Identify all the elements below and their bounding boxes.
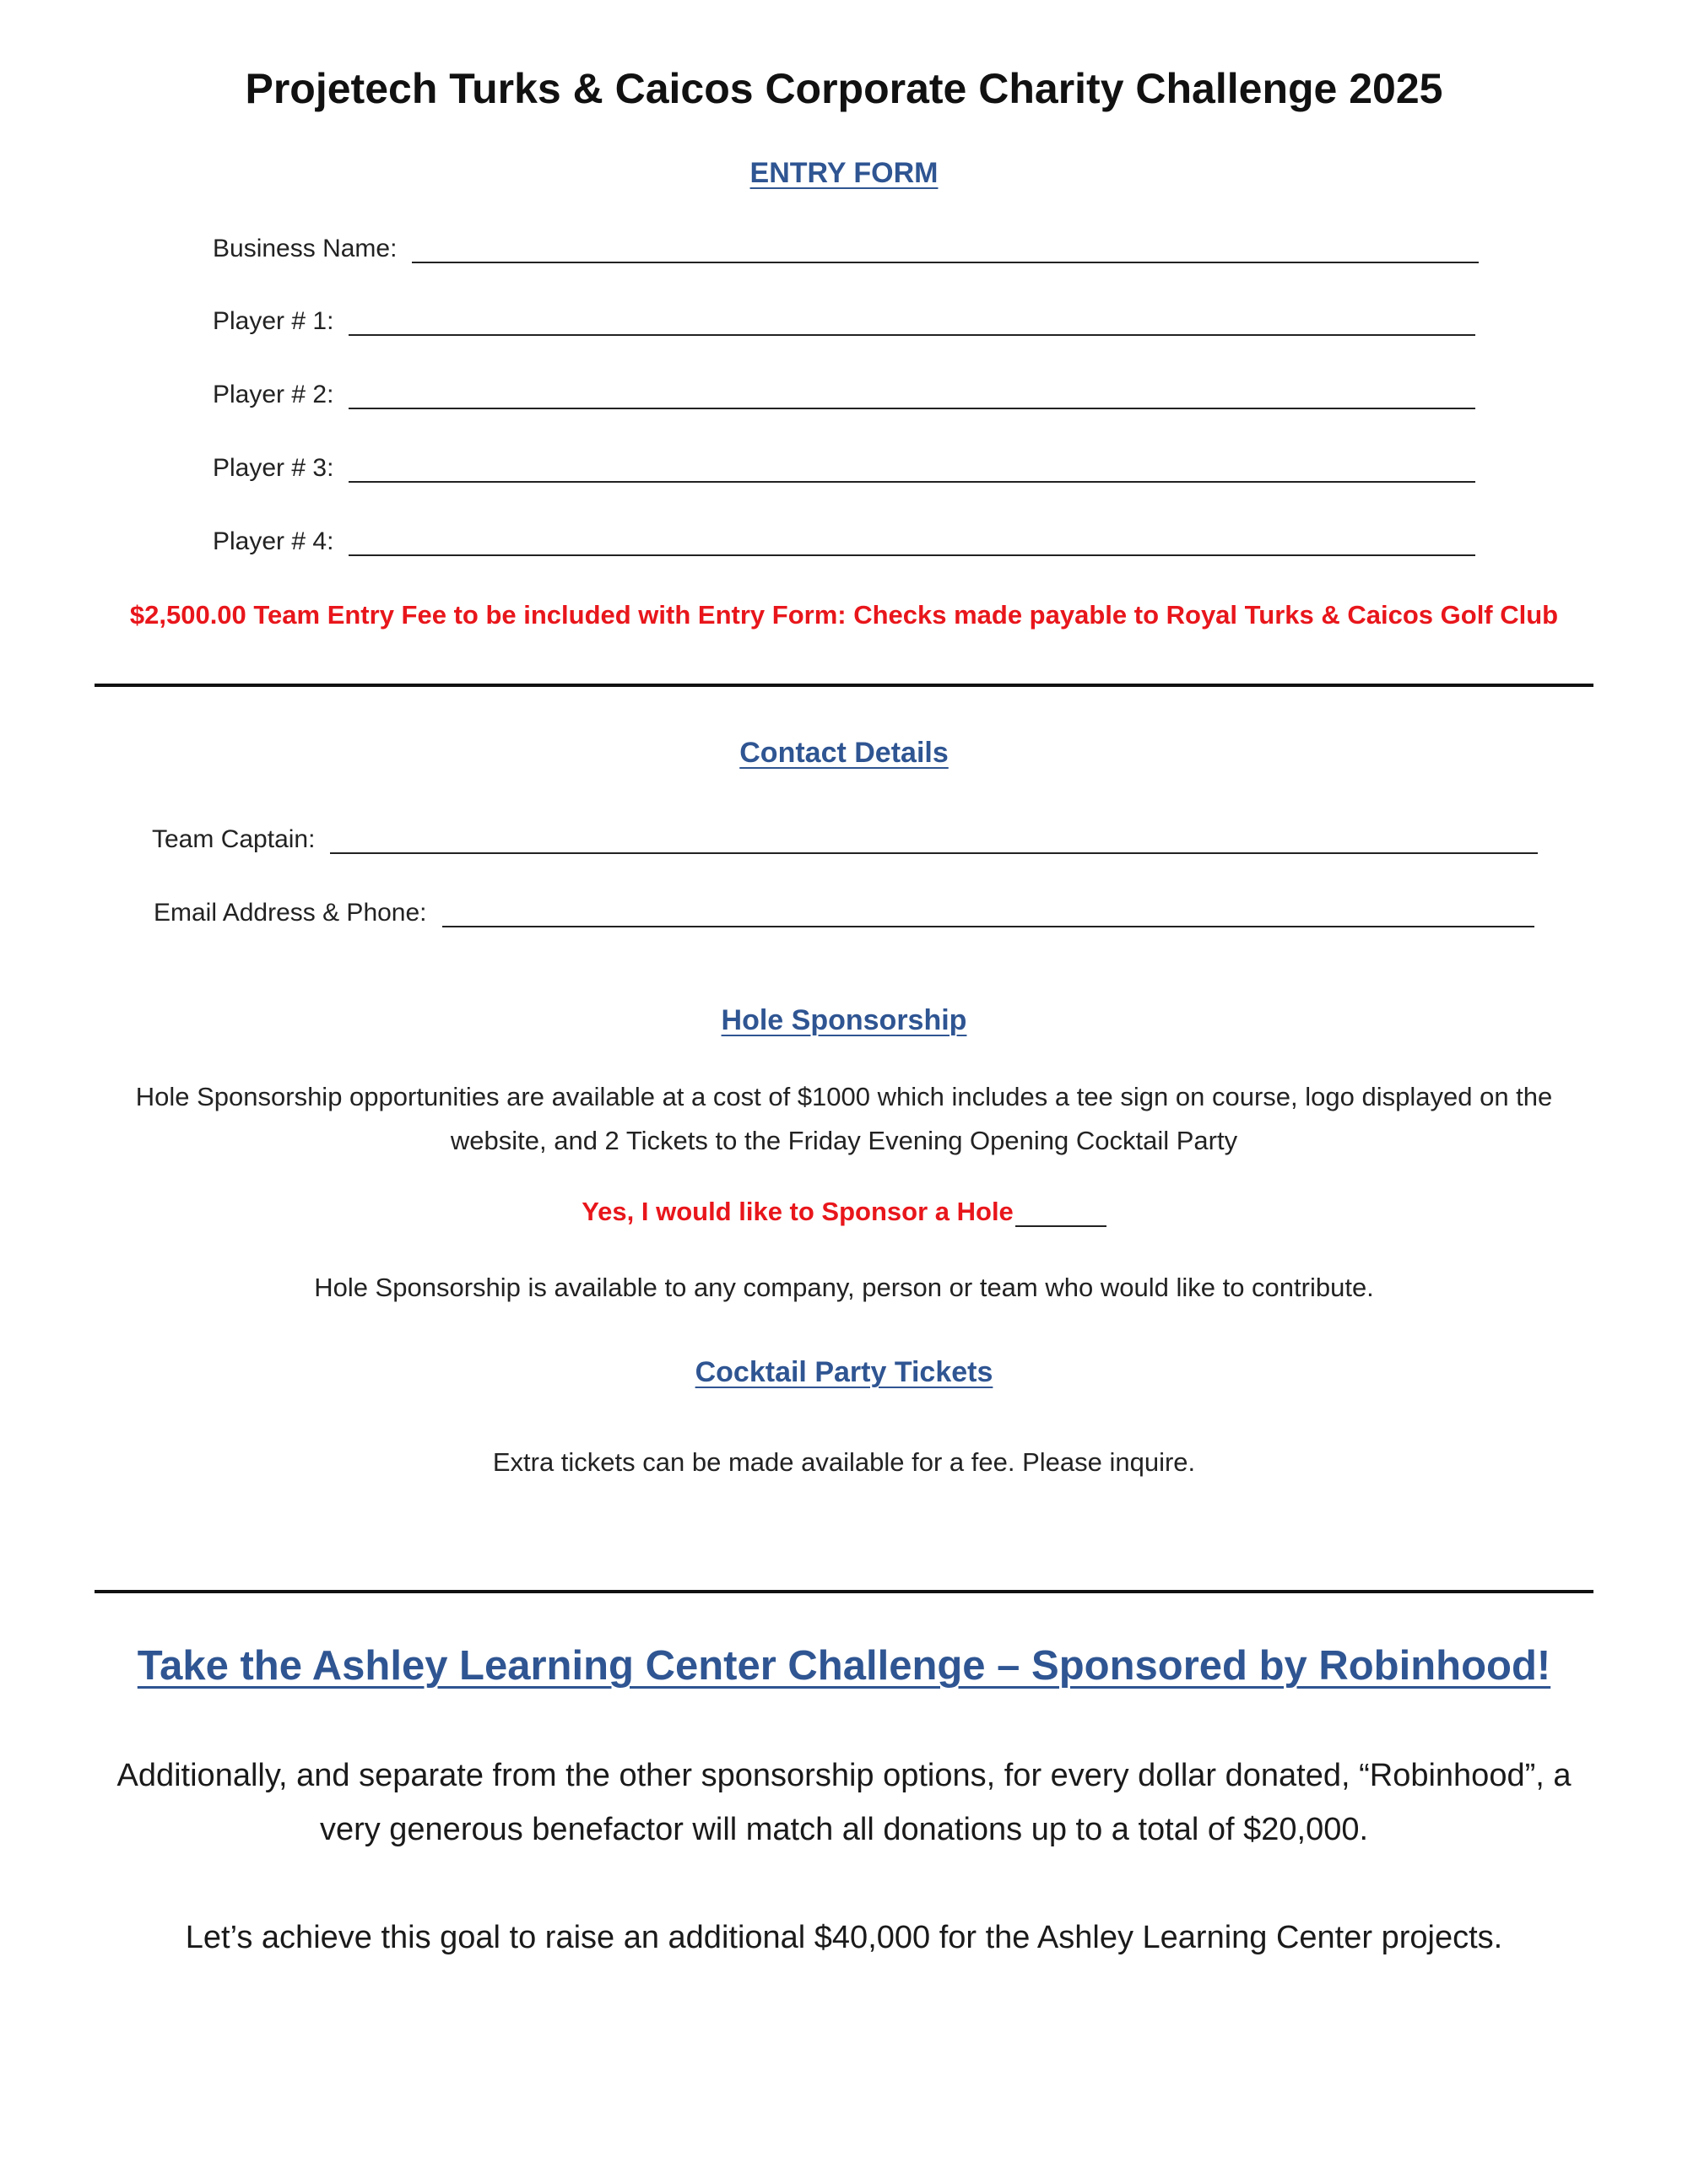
business-name-field[interactable] [213,235,1479,263]
team-captain-field[interactable] [152,825,1538,854]
cocktail-party-heading: Cocktail Party Tickets [695,1356,993,1388]
page-title: Projetech Turks & Caicos Corporate Charity Challenge 2025 [245,65,1443,112]
business-name-input-line[interactable] [412,241,1479,263]
player-3-field[interactable] [213,454,1475,483]
hole-sponsorship-heading: Hole Sponsorship [721,1004,967,1036]
player-1-field[interactable] [213,307,1475,336]
player-2-label: Player # 2: [213,381,334,408]
challenge-paragraph-1: Additionally, and separate from the other sponsorship options, for every dollar donated, “Robinhood”, a very generous benefactor will match all donations up to a total of $20,000. [116,1758,1572,1847]
cocktail-party-note: Extra tickets can be made available for a fee. Please inquire. [492,1447,1196,1477]
player-4-input-line[interactable] [349,534,1475,556]
hole-sponsorship-description: Hole Sponsorship opportunities are available at a cost of $1000 which includes a tee sign on course, logo displayed on the website, and 2 Tickets to the Friday Evening Opening Cocktail Party [135,1082,1553,1155]
entry-fee-note: $2,500.00 Team Entry Fee to be included with Entry Form: Checks made payable to Royal Turks & Caicos Golf Club [129,600,1559,630]
player-1-input-line[interactable] [349,314,1475,336]
email-phone-field[interactable] [154,899,1534,927]
challenge-heading: Take the Ashley Learning Center Challenge – Sponsored by Robinhood! [137,1643,1551,1689]
section-divider [95,684,1593,687]
player-3-label: Player # 3: [213,454,334,482]
player-2-input-line[interactable] [349,387,1475,409]
sponsor-hole-opt-in[interactable] [0,1197,1688,1227]
player-4-label: Player # 4: [213,527,334,555]
team-captain-input-line[interactable] [330,832,1538,854]
player-3-input-line[interactable] [349,461,1475,483]
email-phone-label: Email Address & Phone: [154,899,427,927]
contact-details-heading: Contact Details [739,737,949,769]
team-captain-label: Team Captain: [152,825,316,853]
hole-sponsorship-availability: Hole Sponsorship is available to any company, person or team who would like to contribute. [314,1273,1374,1302]
player-2-field[interactable] [213,381,1475,409]
email-phone-input-line[interactable] [442,905,1534,927]
business-name-label: Business Name: [213,235,398,262]
section-divider-2 [95,1590,1593,1593]
entry-form-heading: ENTRY FORM [749,157,939,189]
challenge-paragraph-2: Let’s achieve this goal to raise an additional $40,000 for the Ashley Learning Center projects. [185,1920,1503,1955]
player-4-field[interactable] [213,527,1475,556]
sponsor-hole-text: Yes, I would like to Sponsor a Hole [582,1197,1014,1226]
player-1-label: Player # 1: [213,307,334,335]
sponsor-hole-blank[interactable] [1015,1200,1106,1227]
